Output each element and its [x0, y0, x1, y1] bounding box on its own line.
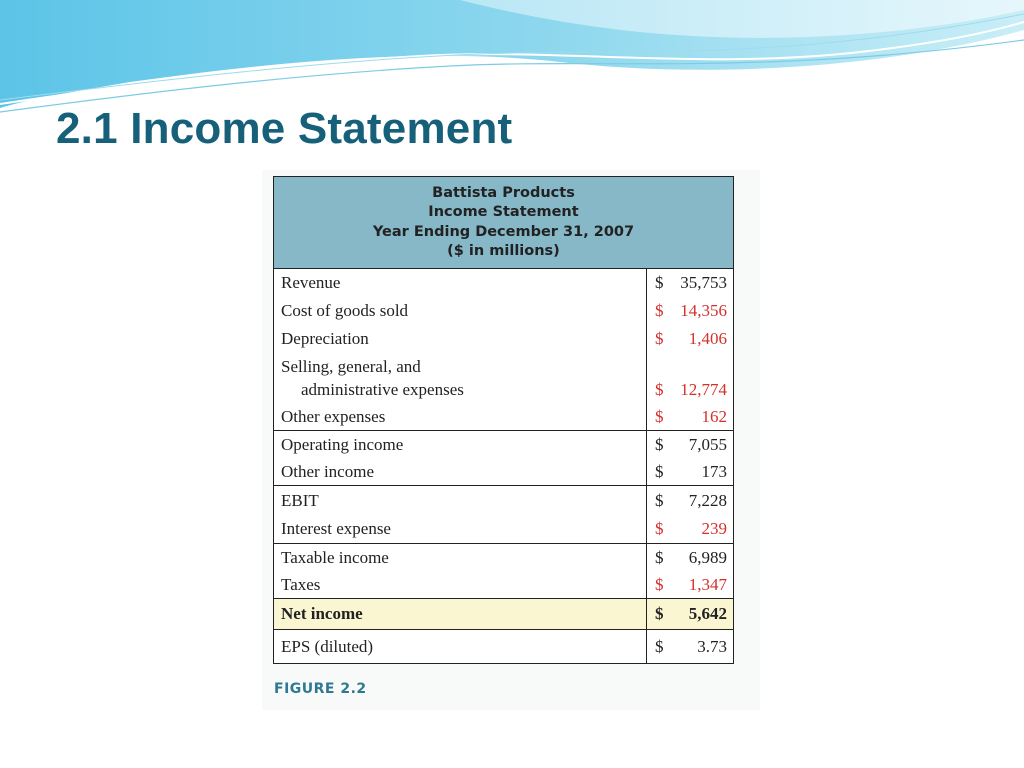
row-group-eps	[274, 630, 733, 663]
row-value: $ 14,356	[655, 301, 727, 320]
slide-title: 2.1 Income Statement	[56, 104, 513, 153]
statement-name: Income Statement	[428, 204, 579, 220]
row-label: Interest expense	[274, 515, 647, 543]
table-row-taxes	[274, 572, 733, 598]
row-value: $ 162	[655, 407, 727, 426]
statement-header	[274, 177, 733, 269]
decorative-wave-banner	[0, 0, 1024, 120]
row-label: Cost of goods sold	[274, 297, 647, 325]
figure-income-statement	[262, 170, 760, 710]
row-label: Other expenses	[274, 403, 647, 430]
table-row-ebit	[274, 486, 733, 515]
statement-units: ($ in millions)	[447, 243, 560, 259]
row-label: Revenue	[274, 269, 647, 297]
row-value: $ 12,774	[655, 380, 727, 399]
row-group-net-income	[274, 599, 733, 630]
row-label: Net income	[274, 599, 647, 629]
row-value: $ 6,989	[655, 548, 727, 567]
row-label: Taxable income	[274, 544, 647, 572]
row-label: Depreciation	[274, 325, 647, 353]
row-label: EBIT	[274, 486, 647, 515]
row-group-ebit	[274, 486, 733, 544]
row-label: Operating income	[274, 431, 647, 458]
income-statement-table	[273, 176, 734, 664]
table-row-operating-income	[274, 431, 733, 458]
row-value: $ 3.73	[655, 637, 727, 656]
row-label: Selling, general, and administrative expenses	[274, 353, 647, 403]
row-group-operating-income	[274, 431, 733, 486]
row-value: $ 173	[655, 462, 727, 481]
table-row-eps	[274, 630, 733, 663]
row-value: $ 1,406	[655, 329, 727, 348]
row-value: $ 7,228	[655, 491, 727, 510]
table-row-revenue	[274, 269, 733, 297]
row-value: $ 239	[655, 519, 727, 538]
table-row-interest-expense	[274, 515, 733, 543]
table-row-net-income	[274, 599, 733, 629]
table-row-other-income	[274, 458, 733, 485]
row-value: $ 7,055	[655, 435, 727, 454]
table-row-taxable-income	[274, 544, 733, 572]
row-label: EPS (diluted)	[274, 630, 647, 663]
row-value: $ 1,347	[655, 575, 727, 594]
row-group-taxable-income	[274, 544, 733, 599]
statement-period: Year Ending December 31, 2007	[372, 223, 635, 240]
row-group-expenses	[274, 269, 733, 431]
company-name: Battista Products	[432, 184, 575, 201]
row-label: Taxes	[274, 572, 647, 598]
table-row-depreciation	[274, 325, 733, 353]
row-value: $ 35,753	[655, 273, 727, 292]
row-value: $ 5,642	[655, 604, 727, 623]
table-row-other-expenses	[274, 403, 733, 430]
row-label: Other income	[274, 458, 647, 485]
table-row-sga-expenses	[274, 353, 733, 403]
figure-caption: FIGURE 2.2	[274, 681, 367, 697]
table-row-cost-of-goods-sold	[274, 297, 733, 325]
